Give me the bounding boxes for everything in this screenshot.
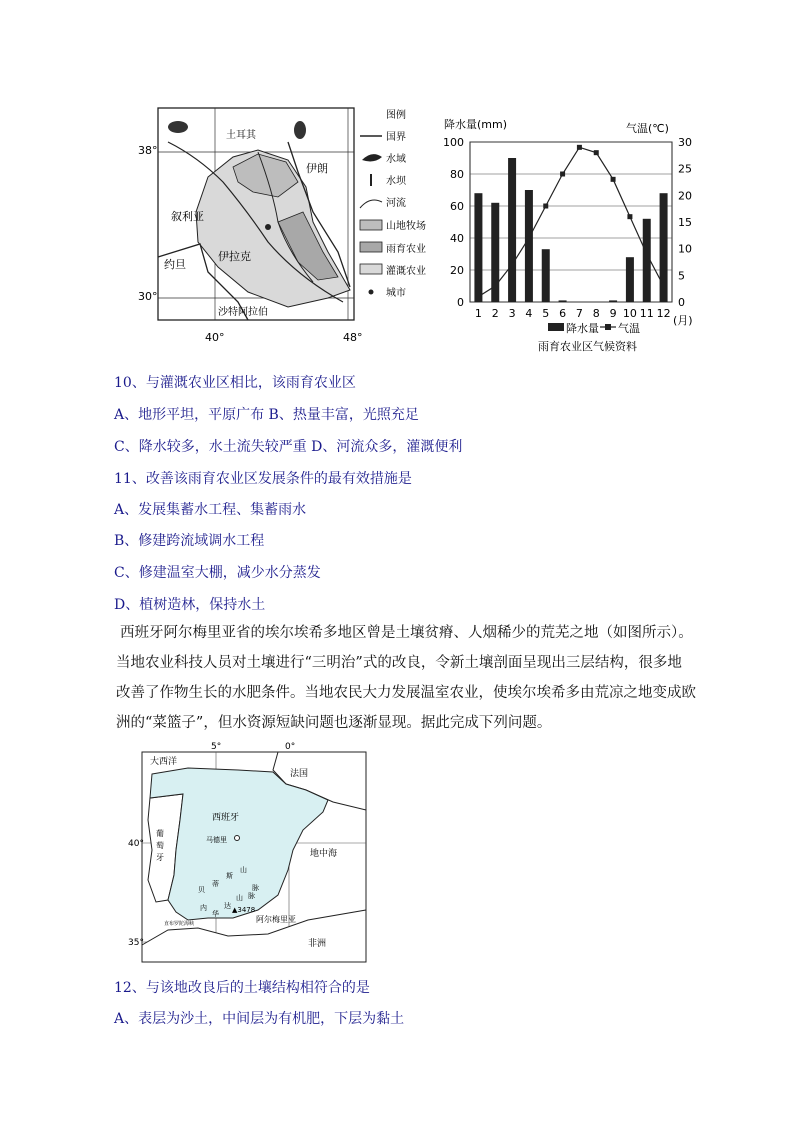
spain-lat-40: 40° [128,839,144,849]
chart-bar-precip [609,300,617,302]
chart-xtick: 2 [491,307,499,320]
question-12-option-a: A、表层为沙土，中间层为有机肥，下层为黏土 [114,1011,405,1027]
chart-point-temp [476,294,481,299]
passage [116,618,696,738]
chart-point-temp [577,145,582,150]
chart-ytick-left: 100 [443,136,464,149]
question-11-option-d: D、植树造林，保持水土 [114,597,266,613]
chart-bar-precip [525,190,533,302]
chart-ytick-left: 20 [450,264,464,277]
chart-xtick: 4 [525,307,533,320]
spain-lat-35: 35° [128,938,144,948]
question-10-options-cd: C、降水较多，水土流失较严重 D、河流众多，灌溉便利 [114,439,463,455]
chart-ytick-left: 60 [450,200,464,213]
chart-point-temp [594,150,599,155]
chart-point-temp [526,236,531,241]
gibraltar-label: 直布罗陀海峡 [164,921,195,927]
chart-ytick-left: 40 [450,232,464,245]
legend-precip-label: 降水量 [566,322,599,335]
chart-xtick: 10 [622,307,637,320]
question-11: 11、改善该雨育农业区发展条件的最有效措施是 [114,471,412,487]
almeria-label: 阿尔梅里亚 [256,915,296,924]
question-12: 12、与该地改良后的土壤结构相符合的是 [114,980,370,996]
chart-point-temp [543,204,548,209]
chart-plot-area [470,142,672,302]
mountain-char-2: 蒂 [212,880,219,888]
chart-xtick: 7 [575,307,583,320]
question-11-option-b: B、修建跨流域调水工程 [114,533,265,549]
portugal-label-2: 萄 [156,841,164,850]
legend-precip-swatch [548,323,564,331]
passage-line-1: 西班牙阿尔梅里亚省的埃尔埃希多地区曾是土壤贫瘠、人烟稀少的荒芜之地（如图所示）。 [120,625,693,641]
chart-bar-precip [542,249,550,302]
portugal-label-3: 牙 [156,853,164,862]
chart-xtick: 9 [609,307,617,320]
chart-ytick-right: 10 [678,242,692,256]
chart-point-temp [644,252,649,257]
mountain-char-10: 脉 [248,892,255,900]
chart-xtick: 11 [639,307,654,320]
legend-irrigated: 灌溉农业 [386,266,426,277]
africa-label: 非洲 [308,939,327,949]
mountain-char-6: 内 [200,904,207,912]
chart-ytick-right: 0 [678,296,685,309]
saudi-label: 沙特阿拉伯 [218,307,268,318]
passage-line-4: 洲的“菜篮子”，但水资源短缺问题也逐渐显现。据此完成下列问题。 [116,715,552,731]
madrid-label: 马德里 [206,836,227,844]
mountain-char-7: 华 [212,910,219,918]
jordan-label: 约旦 [164,258,186,271]
chart-line-temp [478,147,663,296]
chart-xtick: 6 [559,307,567,320]
mountain-char-9: 山 [236,894,243,902]
chart-ytick-left: 0 [457,296,464,309]
lon-40-label: 40° [205,331,225,344]
question-11-option-c: C、修建温室大棚，减少水分蒸发 [114,565,321,581]
question-10: 10、与灌溉农业区相比，该雨育农业区 [114,375,356,391]
iran-label: 伊朗 [306,162,328,175]
passage-line-3: 改善了作物生长的水肥条件。当地农民大力发展温室农业，使埃尔埃希多由荒凉之地变成欧 [116,685,696,701]
chart-ytick-right: 5 [678,269,685,283]
lon-48-label: 48° [343,331,363,344]
chart-xtick: 12 [656,307,671,320]
passage-line-2: 当地农业科技人员对土壤进行“三明治”式的改良，令新土壤剖面呈现出三层结构，很多地 [116,655,682,671]
chart-point-temp [611,177,616,182]
turkey-label: 土耳其 [226,130,256,141]
mountain-char-4: 山 [240,866,247,874]
chart-point-temp [560,172,565,177]
iraq-label: 伊拉克 [218,250,251,263]
legend-river: 河流 [386,198,406,209]
mountain-char-8: 达 [224,902,231,910]
question-11-option-a: A、发展集蓄水工程、集蓄雨水 [114,502,307,518]
chart-point-temp [661,284,666,289]
chart-ylabel-left: 降水量(mm) [444,118,508,131]
syria-label: 叙利亚 [171,210,204,223]
chart-ytick-right: 30 [678,136,692,149]
lat-38-label: 38° [138,144,158,157]
chart-point-temp [510,262,515,267]
chart-xtick: 8 [592,307,600,320]
legend-title: 图例 [386,110,406,121]
mediterranean-label: 地中海 [310,849,338,859]
chart-bar-precip [626,257,634,302]
spain-lon-5: 5° [211,742,222,752]
chart-ytick-right: 20 [678,189,692,203]
peak-label: ▲3478 [232,906,256,914]
chart-bar-precip [474,193,482,302]
mountain-char-3: 斯 [226,872,233,880]
spain-label: 西班牙 [212,813,240,823]
portugal-label-1: 葡 [156,829,164,838]
france-label: 法国 [290,769,309,779]
chart-bar-precip [508,158,516,302]
chart-xtick: 3 [508,307,516,320]
chart-caption: 雨育农业区气候资料 [538,340,637,353]
chart-point-temp [493,284,498,289]
chart-ytick-right: 25 [678,162,692,176]
chart-ytick-right: 15 [678,216,692,229]
chart-point-temp [627,214,632,219]
chart-ytick-left: 80 [450,168,464,181]
chart-bar-precip [559,300,567,302]
iraq-agriculture-map [138,102,456,352]
chart-xtick: 1 [474,307,482,320]
lat-30-label: 30° [138,290,158,303]
chart-x-unit: (月) [673,314,693,327]
atlantic-label: 大西洋 [150,757,178,767]
legend-border: 国界 [386,132,406,143]
legend-water: 水域 [386,154,406,165]
legend-temp-label: 气温 [618,322,640,335]
legend-city: 城市 [386,288,406,299]
spain-map [128,740,378,965]
mountain-char-5: 脉 [252,884,259,892]
spain-lon-0: 0° [285,742,296,752]
chart-ylabel-right: 气温(℃) [626,122,669,135]
legend-rainfed: 雨育农业 [386,244,426,255]
question-10-options-ab: A、地形平坦，平原广布 B、热量丰富，光照充足 [114,407,419,423]
legend-mountain-pasture: 山地牧场 [386,221,426,232]
mountain-char-1: 贝 [198,886,205,894]
chart-xtick: 5 [542,307,550,320]
legend-dam: 水坝 [386,176,406,187]
climate-chart [440,112,700,354]
